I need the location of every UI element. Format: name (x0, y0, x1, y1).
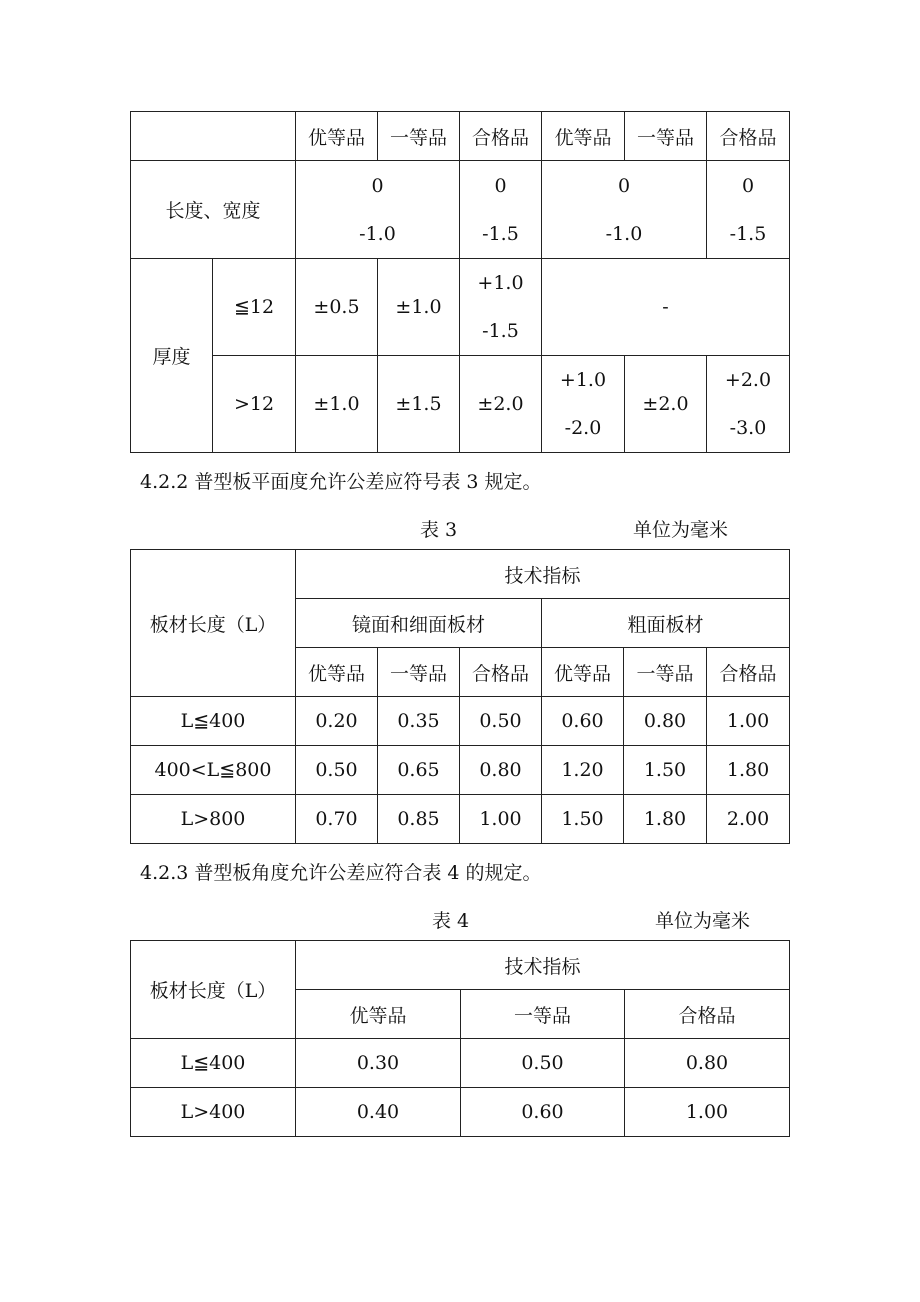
tolerance-cell (542, 356, 625, 453)
paragraph-4-2-3: 4.2.3 普型板角度允许公差应符合表 4 的规定。 (140, 862, 542, 884)
value-cell: 0.60 (542, 697, 624, 746)
upper-value: +2.0 (724, 369, 772, 391)
grade-header: 优等品 (542, 112, 625, 161)
table-row (131, 1088, 790, 1137)
table-caption: 表 4 (432, 910, 470, 932)
upper-value: 0 (741, 174, 755, 197)
paragraph-4-2-2: 4.2.2 普型板平面度允许公差应符号表 3 规定。 (140, 471, 542, 493)
grade-header: 一等品 (378, 112, 460, 161)
dimension-tolerance-table (130, 111, 790, 453)
tolerance-cell: ±2.0 (460, 356, 542, 453)
lower-value: -2.0 (564, 417, 602, 439)
grade-header: 合格品 (707, 112, 790, 161)
grade-header: 一等品 (378, 648, 460, 697)
value-cell: 2.00 (707, 795, 790, 844)
lower-value: -3.0 (729, 417, 767, 439)
value-cell: 0.50 (460, 697, 542, 746)
tolerance-cell (707, 356, 790, 453)
value-cell: 0.20 (296, 697, 378, 746)
upper-value: 0 (494, 174, 507, 197)
tolerance-cell (707, 161, 790, 259)
row-label: 厚度 (131, 259, 213, 453)
table-row (131, 259, 790, 356)
group-header: 技术指标 (296, 550, 790, 599)
tolerance-cell (542, 161, 707, 259)
unit-label: 单位为毫米 (655, 910, 751, 932)
table-caption: 表 3 (420, 519, 458, 541)
upper-value: +1.0 (559, 369, 607, 391)
value-cell: 0.80 (625, 1039, 790, 1088)
row-header: 板材长度（L） (131, 550, 296, 697)
tolerance-cell: ±1.0 (378, 259, 460, 356)
sub-row-label: >12 (213, 356, 296, 453)
row-label: L>800 (131, 795, 296, 844)
angle-tolerance-table (130, 940, 790, 1137)
upper-value: 0 (617, 174, 631, 197)
upper-value: 0 (371, 174, 384, 197)
tolerance-cell (460, 259, 542, 356)
value-cell: 1.80 (624, 795, 707, 844)
grade-header: 合格品 (707, 648, 790, 697)
corner-cell (131, 112, 296, 161)
table-row (131, 746, 790, 795)
grade-header: 一等品 (461, 990, 625, 1039)
value-cell: 0.80 (624, 697, 707, 746)
tolerance-cell: ±1.5 (378, 356, 460, 453)
group-header: 技术指标 (296, 941, 790, 990)
grade-header: 优等品 (296, 990, 461, 1039)
grade-header: 优等品 (296, 648, 378, 697)
value-cell: 1.50 (624, 746, 707, 795)
row-label: L>400 (131, 1088, 296, 1137)
value-cell: 1.00 (707, 697, 790, 746)
sub-row-label: ≦12 (213, 259, 296, 356)
value-cell: 1.00 (460, 795, 542, 844)
tolerance-cell: ±2.0 (625, 356, 707, 453)
value-cell: 0.70 (296, 795, 378, 844)
lower-value: -1.5 (482, 320, 519, 342)
value-cell: 0.65 (378, 746, 460, 795)
value-cell: 0.50 (461, 1039, 625, 1088)
grade-header: 优等品 (542, 648, 624, 697)
subgroup-header: 粗面板材 (542, 599, 790, 648)
subgroup-header: 镜面和细面板材 (296, 599, 542, 648)
tolerance-cell: ±1.0 (296, 356, 378, 453)
table-row (131, 112, 790, 161)
table-row (131, 356, 790, 453)
grade-header: 合格品 (460, 112, 542, 161)
table-row (131, 161, 790, 259)
tolerance-cell (296, 161, 460, 259)
row-label: 400<L≦800 (131, 746, 296, 795)
value-cell: 1.80 (707, 746, 790, 795)
value-cell: 0.35 (378, 697, 460, 746)
table-row (131, 795, 790, 844)
value-cell: 0.50 (296, 746, 378, 795)
grade-header: 优等品 (296, 112, 378, 161)
tolerance-cell: ±0.5 (296, 259, 378, 356)
table-row (131, 697, 790, 746)
grade-header: 一等品 (624, 648, 707, 697)
table-row (131, 1039, 790, 1088)
grade-header: 合格品 (460, 648, 542, 697)
table-row (131, 550, 790, 599)
value-cell: 0.85 (378, 795, 460, 844)
flatness-tolerance-table (130, 549, 790, 844)
row-label: L≦400 (131, 697, 296, 746)
unit-label: 单位为毫米 (633, 519, 729, 541)
grade-header: 一等品 (625, 112, 707, 161)
lower-value: -1.0 (359, 222, 396, 245)
tolerance-cell (460, 161, 542, 259)
row-header: 板材长度（L） (131, 941, 296, 1039)
lower-value: -1.0 (605, 222, 643, 245)
row-label: L≦400 (131, 1039, 296, 1088)
grade-header: 合格品 (625, 990, 790, 1039)
value-cell: 1.00 (625, 1088, 790, 1137)
value-cell: 0.30 (296, 1039, 461, 1088)
row-label: 长度、宽度 (131, 161, 296, 259)
lower-value: -1.5 (729, 222, 767, 245)
value-cell: 1.50 (542, 795, 624, 844)
upper-value: +1.0 (477, 272, 524, 294)
value-cell: 0.60 (461, 1088, 625, 1137)
value-cell: 0.80 (460, 746, 542, 795)
lower-value: -1.5 (482, 222, 519, 245)
value-cell: 0.40 (296, 1088, 461, 1137)
value-cell: 1.20 (542, 746, 624, 795)
table-row (131, 941, 790, 990)
tolerance-cell: - (542, 259, 790, 356)
